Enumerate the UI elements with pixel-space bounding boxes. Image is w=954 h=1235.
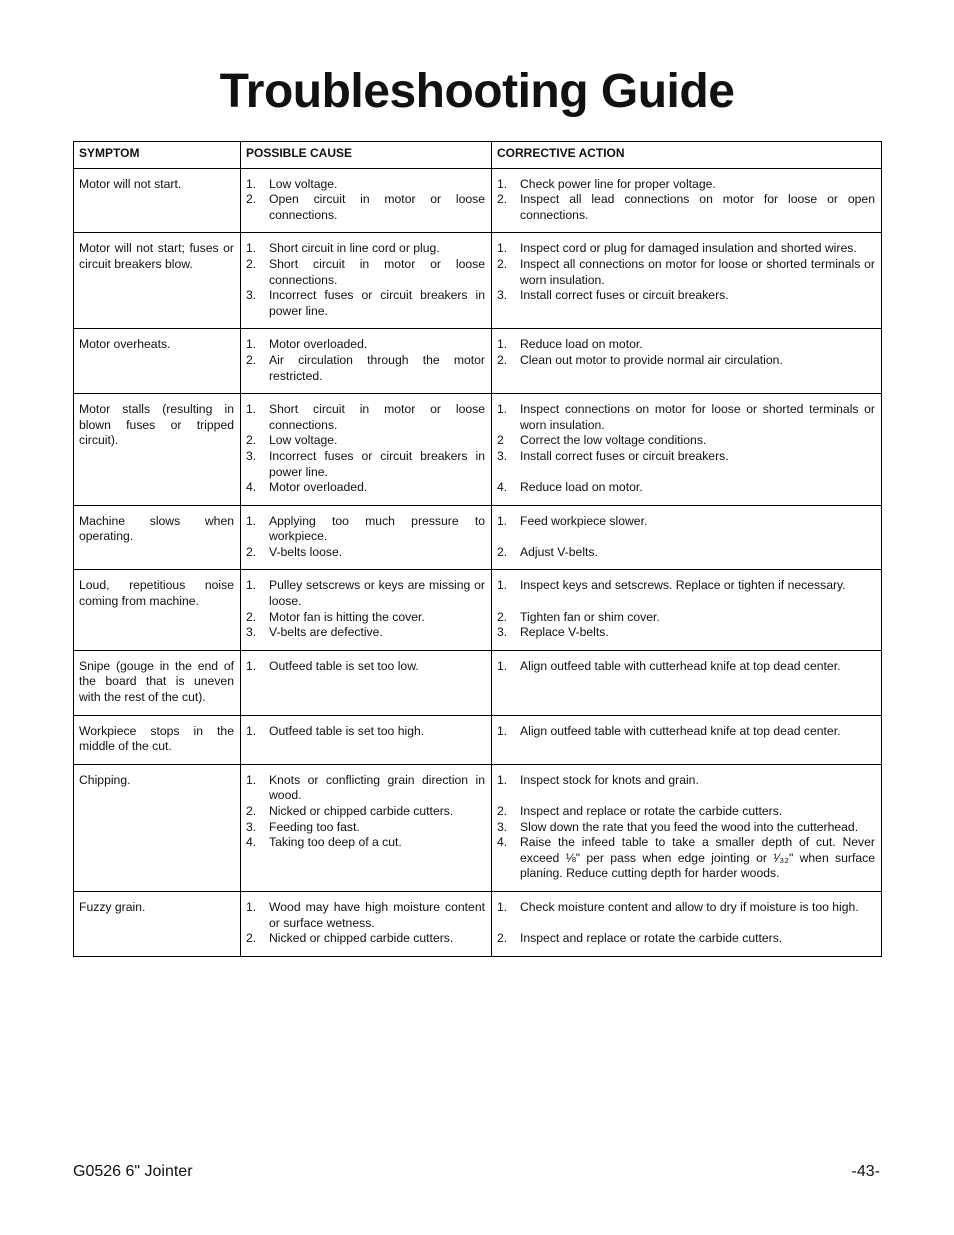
item-number: 2: [497, 433, 504, 448]
item-number: 1.: [497, 723, 508, 738]
item-number: 1.: [497, 578, 508, 593]
item-number: 4.: [497, 835, 508, 850]
item-number: 3.: [497, 625, 508, 640]
item-number: 1.: [497, 513, 508, 528]
action-list: [497, 177, 875, 224]
item-text: Replace V-belts.: [520, 625, 609, 640]
item-number: 1.: [497, 899, 508, 914]
cause-list: [246, 578, 485, 640]
action-cell: [492, 570, 882, 650]
item-number: 1.: [246, 578, 257, 593]
list-item: [246, 337, 485, 353]
list-item: [497, 514, 875, 530]
list-item: [246, 192, 485, 223]
symptom-cell: Chipping.: [74, 764, 241, 891]
item-number: 1.: [246, 899, 257, 914]
item-text: Align outfeed table with cutterhead knife at top dead center.: [520, 723, 841, 738]
item-number: 2.: [246, 544, 257, 559]
cause-cell: [241, 329, 492, 394]
list-item: [497, 545, 875, 561]
list-item: [497, 773, 875, 789]
item-text: Check power line for proper voltage.: [520, 176, 716, 191]
symptom-cell: Motor will not start.: [74, 168, 241, 233]
list-item: [246, 659, 485, 675]
action-cell: [492, 168, 882, 233]
symptom-cell: Workpiece stops in the middle of the cut.: [74, 715, 241, 764]
symptom-cell: Machine slows when operating.: [74, 505, 241, 570]
symptom-cell: Snipe (gouge in the end of the board that is uneven with the rest of the cut).: [74, 650, 241, 715]
item-text: Feeding too fast.: [269, 819, 360, 834]
table-row: [74, 168, 882, 233]
item-text: Motor overloaded.: [269, 480, 368, 495]
table-row: [74, 764, 882, 891]
list-item: [246, 433, 485, 449]
item-text: Outfeed table is set too low.: [269, 658, 419, 673]
cause-cell: [241, 168, 492, 233]
item-number: 1.: [497, 241, 508, 256]
symptom-cell: Motor will not start; fuses or circuit breakers blow.: [74, 233, 241, 329]
cause-list: [246, 177, 485, 224]
table-row: [74, 650, 882, 715]
item-text: Knots or conflicting grain direction in wood.: [269, 772, 485, 803]
list-item: [246, 402, 485, 433]
item-number: 4.: [246, 480, 257, 495]
action-list: [497, 578, 875, 640]
item-number: 2.: [497, 192, 508, 207]
list-item: [497, 192, 875, 223]
list-spacer: [497, 465, 875, 481]
item-text: Adjust V-belts.: [520, 544, 598, 559]
item-text: Correct the low voltage conditions.: [520, 433, 707, 448]
list-item: [497, 402, 875, 433]
list-item: [246, 241, 485, 257]
cause-cell: [241, 715, 492, 764]
cause-list: [246, 402, 485, 496]
table-row: [74, 891, 882, 956]
item-number: 3.: [246, 288, 257, 303]
header-possible-cause: POSSIBLE CAUSE: [241, 142, 492, 169]
list-item: [497, 449, 875, 465]
item-text: Reduce load on motor.: [520, 480, 643, 495]
item-number: 4.: [497, 480, 508, 495]
item-number: 2.: [246, 352, 257, 367]
list-item: [246, 177, 485, 193]
table-body: [74, 168, 882, 956]
list-item: [497, 931, 875, 947]
item-number: 2.: [497, 931, 508, 946]
action-cell: [492, 505, 882, 570]
item-number: 2.: [497, 544, 508, 559]
cause-cell: [241, 505, 492, 570]
action-cell: [492, 329, 882, 394]
item-number: 2.: [497, 256, 508, 271]
item-number: 2.: [497, 804, 508, 818]
symptom-cell: Motor overheats.: [74, 329, 241, 394]
item-number: 2.: [246, 192, 257, 207]
cause-list: [246, 659, 485, 675]
item-number: 1.: [497, 772, 508, 787]
list-item: [497, 241, 875, 257]
list-item: [246, 773, 485, 804]
list-item: [246, 804, 485, 820]
action-cell: [492, 764, 882, 891]
table-row: [74, 715, 882, 764]
cause-cell: [241, 233, 492, 329]
item-text: Pulley setscrews or keys are missing or loose.: [269, 578, 485, 609]
action-list: [497, 241, 875, 303]
item-number: 2.: [246, 931, 257, 946]
item-text: Inspect connections on motor for loose or shorted terminals or worn insulation.: [520, 402, 875, 432]
item-text: Slow down the rate that you feed the wood into the cutterhead.: [520, 819, 859, 834]
symptom-cell: Loud, repetitious noise coming from machine.: [74, 570, 241, 650]
item-text: Taking too deep of a cut.: [269, 835, 402, 850]
item-number: 1.: [246, 402, 257, 417]
table-row: [74, 505, 882, 570]
list-item: [497, 900, 875, 916]
list-spacer: [497, 916, 875, 932]
list-item: [246, 900, 485, 931]
list-item: [497, 337, 875, 353]
item-text: Inspect all lead connections on motor for loose or open connections.: [520, 192, 875, 222]
item-text: Raise the infeed table to take a smaller depth of cut. Never exceed ⅛" per pass when edge jointing or ¹⁄₃₂" when surface planing. Reduce cutting depth for harder woods.: [520, 835, 875, 881]
item-text: Applying too much pressure to workpiece.: [269, 513, 485, 544]
list-item: [497, 724, 875, 740]
item-number: 2.: [246, 256, 257, 271]
action-list: [497, 900, 875, 947]
table-row: [74, 329, 882, 394]
list-item: [246, 625, 485, 641]
list-item: [497, 353, 875, 369]
item-text: Feed workpiece slower.: [520, 513, 648, 528]
item-text: Nicked or chipped carbide cutters.: [269, 931, 454, 946]
item-text: V-belts are defective.: [269, 625, 383, 640]
item-text: Inspect and replace or rotate the carbide cutters.: [520, 931, 783, 946]
item-text: Reduce load on motor.: [520, 337, 643, 352]
item-number: 2.: [246, 609, 257, 624]
list-item: [497, 257, 875, 288]
item-text: Nicked or chipped carbide cutters.: [269, 804, 454, 818]
list-item: [246, 480, 485, 496]
cause-list: [246, 241, 485, 319]
list-item: [246, 288, 485, 319]
list-spacer: [497, 788, 875, 804]
item-text: V-belts loose.: [269, 544, 343, 559]
item-number: 3.: [246, 625, 257, 640]
list-item: [246, 449, 485, 480]
item-number: 1.: [497, 402, 508, 417]
action-list: [497, 659, 875, 675]
footer-product: G0526 6" Jointer: [73, 1163, 193, 1180]
list-spacer: [497, 594, 875, 610]
item-text: Align outfeed table with cutterhead knife at top dead center.: [520, 658, 841, 673]
item-text: Air circulation through the motor restricted.: [269, 352, 485, 383]
cause-list: [246, 514, 485, 561]
list-item: [497, 659, 875, 675]
item-text: Short circuit in motor or loose connections.: [269, 256, 485, 287]
list-item: [246, 257, 485, 288]
cause-list: [246, 337, 485, 384]
item-number: 1.: [246, 513, 257, 528]
symptom-cell: Motor stalls (resulting in blown fuses or tripped circuit).: [74, 394, 241, 506]
item-text: Install correct fuses or circuit breakers.: [520, 288, 729, 303]
item-number: 3.: [246, 448, 257, 463]
item-text: Inspect all connections on motor for loose or shorted terminals or worn insulation.: [520, 256, 875, 287]
item-number: 1.: [246, 772, 257, 787]
action-cell: [492, 650, 882, 715]
item-text: Open circuit in motor or loose connections.: [269, 192, 485, 222]
item-number: 1.: [246, 241, 257, 256]
list-item: [246, 820, 485, 836]
item-text: Inspect cord or plug for damaged insulation and shorted wires.: [520, 241, 857, 256]
footer-page-number: -43-: [851, 1163, 880, 1180]
list-item: [497, 820, 875, 836]
item-text: Clean out motor to provide normal air circulation.: [520, 352, 783, 367]
list-item: [497, 804, 875, 820]
item-text: Inspect and replace or rotate the carbide cutters.: [520, 804, 783, 818]
table-row: [74, 394, 882, 506]
list-item: [497, 177, 875, 193]
item-text: Low voltage.: [269, 176, 338, 191]
table-row: [74, 570, 882, 650]
item-number: 3.: [497, 819, 508, 834]
item-text: Short circuit in line cord or plug.: [269, 241, 440, 256]
cause-list: [246, 724, 485, 740]
item-number: 1.: [497, 176, 508, 191]
list-item: [246, 610, 485, 626]
item-number: 3.: [246, 819, 257, 834]
cause-cell: [241, 570, 492, 650]
action-list: [497, 402, 875, 496]
item-text: Motor fan is hitting the cover.: [269, 609, 425, 624]
item-text: Incorrect fuses or circuit breakers in power line.: [269, 288, 485, 318]
item-number: 2.: [246, 804, 257, 818]
list-item: [497, 288, 875, 304]
action-list: [497, 724, 875, 740]
action-list: [497, 514, 875, 561]
symptom-cell: Fuzzy grain.: [74, 891, 241, 956]
action-cell: [492, 394, 882, 506]
item-number: 2.: [246, 433, 257, 448]
list-item: [246, 353, 485, 384]
item-number: 2.: [497, 352, 508, 367]
list-item: [246, 578, 485, 609]
list-item: [246, 724, 485, 740]
list-item: [497, 835, 875, 882]
list-item: [497, 625, 875, 641]
list-item: [497, 480, 875, 496]
item-text: Install correct fuses or circuit breakers.: [520, 448, 729, 463]
item-number: 1.: [497, 658, 508, 673]
item-number: 1.: [246, 337, 257, 352]
action-list: [497, 337, 875, 368]
action-list: [497, 773, 875, 882]
cause-cell: [241, 394, 492, 506]
item-number: 1.: [246, 723, 257, 738]
troubleshooting-table: [73, 141, 882, 957]
item-text: Wood may have high moisture content or surface wetness.: [269, 899, 485, 930]
page-title: Troubleshooting Guide: [219, 65, 735, 118]
item-text: Low voltage.: [269, 433, 338, 448]
cause-list: [246, 900, 485, 947]
item-number: 1.: [497, 337, 508, 352]
list-item: [246, 931, 485, 947]
list-item: [246, 835, 485, 851]
cause-cell: [241, 764, 492, 891]
header-corrective-action: CORRECTIVE ACTION: [492, 142, 882, 169]
list-item: [246, 545, 485, 561]
list-spacer: [497, 529, 875, 545]
item-number: 3.: [497, 288, 508, 303]
action-cell: [492, 233, 882, 329]
cause-list: [246, 773, 485, 851]
item-text: Tighten fan or shim cover.: [520, 609, 660, 624]
item-number: 3.: [497, 448, 508, 463]
table-header-row: [74, 142, 882, 169]
item-number: 1.: [246, 658, 257, 673]
list-item: [246, 514, 485, 545]
item-text: Incorrect fuses or circuit breakers in power line.: [269, 448, 485, 479]
action-cell: [492, 715, 882, 764]
cause-cell: [241, 650, 492, 715]
item-text: Check moisture content and allow to dry if moisture is too high.: [520, 899, 859, 914]
item-number: 4.: [246, 835, 257, 850]
cause-cell: [241, 891, 492, 956]
list-item: [497, 578, 875, 594]
item-number: 2.: [497, 609, 508, 624]
item-text: Inspect stock for knots and grain.: [520, 772, 699, 787]
item-text: Inspect keys and setscrews. Replace or tighten if necessary.: [520, 578, 846, 593]
action-cell: [492, 891, 882, 956]
header-symptom: SYMPTOM: [74, 142, 241, 169]
list-item: [497, 433, 875, 449]
item-text: Outfeed table is set too high.: [269, 723, 425, 738]
item-text: Short circuit in motor or loose connections.: [269, 402, 485, 432]
item-number: 1.: [246, 176, 257, 191]
item-text: Motor overloaded.: [269, 337, 368, 352]
list-item: [497, 610, 875, 626]
table-row: [74, 233, 882, 329]
